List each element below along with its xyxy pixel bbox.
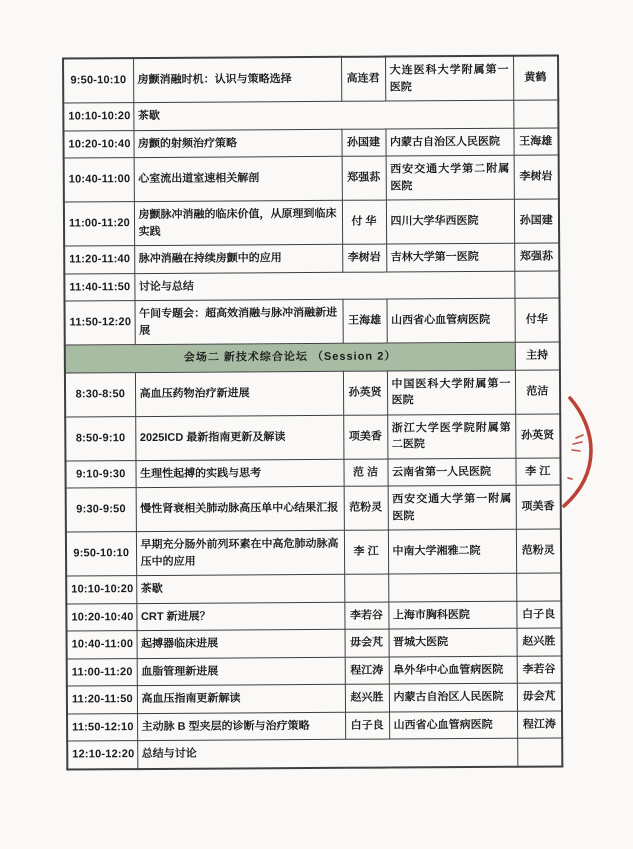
session-row — [67, 683, 562, 714]
title-cell: 早期充分肠外前列环素在中高危肺动脉高压中的应用 — [136, 530, 344, 575]
hospital-cell: 四川大学华西医院 — [386, 199, 514, 244]
chair-cell: 孙英贤 — [515, 413, 560, 457]
title-cell: 午间专题会：超高效消融与脉冲消融新进展 — [134, 299, 342, 344]
chair-cell: 范粉灵 — [516, 529, 561, 573]
session-row — [64, 199, 559, 246]
time-cell: 9:50-10:10 — [63, 58, 133, 103]
chair-cell: 白子良 — [516, 600, 561, 628]
time-cell: 10:20-10:40 — [66, 603, 136, 631]
hospital-cell: 内蒙古自治区人民医院 — [385, 128, 513, 156]
time-cell: 11:40-11:50 — [64, 273, 134, 301]
title-cell: 房颤的射频治疗策略 — [133, 129, 341, 158]
speaker-cell: 高连君 — [341, 57, 385, 102]
speaker-cell: 范 洁 — [343, 459, 387, 487]
time-cell: 11:00-11:20 — [64, 202, 134, 246]
hospital-cell: 晋城大医院 — [389, 628, 517, 656]
session-row — [64, 243, 559, 274]
title-cell: 2025ICD 最新指南更新及解读 — [135, 415, 343, 460]
session-row — [65, 457, 560, 488]
chair-cell: 王海雄 — [513, 127, 558, 155]
title-cell: 茶歇 — [133, 100, 513, 130]
session-row — [66, 529, 561, 576]
hospital-cell: 西安交通大学第一附属医院 — [388, 485, 516, 530]
chair-cell — [516, 573, 561, 601]
title-cell: CRT 新进展？ — [136, 602, 344, 631]
session-row — [64, 155, 559, 202]
time-cell: 11:00-11:20 — [67, 658, 137, 686]
hospital-cell: 上海市胸科医院 — [388, 601, 516, 629]
hospital-cell: 大连医科大学附属第一医院 — [385, 56, 513, 101]
session-row — [64, 298, 559, 345]
session-row — [67, 628, 562, 659]
time-cell: 10:40-11:00 — [67, 631, 137, 659]
chair-cell: 黄鹤 — [513, 55, 558, 100]
speaker-cell: 李若谷 — [344, 602, 388, 630]
title-cell: 高血压药物治疗新进展 — [135, 371, 343, 416]
speaker-cell: 郑强荪 — [342, 156, 386, 200]
hospital-cell: 吉林大学第一医院 — [386, 243, 514, 271]
hospital-cell — [388, 573, 516, 601]
title-cell: 生理性起搏的实践与思考 — [135, 459, 343, 488]
session-row — [65, 369, 560, 416]
title-cell: 房颤脉冲消融的临床价值，从原理到临床实践 — [134, 200, 342, 245]
break-row — [67, 738, 562, 769]
time-cell: 10:10-10:20 — [63, 103, 133, 131]
time-cell: 10:10-10:20 — [66, 576, 136, 604]
chair-cell: 李 江 — [515, 457, 560, 485]
title-cell: 讨论与总结 — [134, 271, 514, 301]
speaker-cell: 孙英贤 — [343, 371, 387, 415]
break-row — [63, 100, 558, 131]
title-cell: 主动脉 B 型夹层的诊断与治疗策略 — [137, 712, 345, 741]
time-cell: 10:20-10:40 — [63, 130, 133, 158]
hospital-cell: 阜外华中心血管病医院 — [389, 656, 517, 684]
red-seal-stamp — [556, 386, 633, 518]
time-cell: 12:10-12:20 — [67, 741, 137, 769]
speaker-cell: 李 江 — [344, 530, 388, 574]
title-cell: 心室流出道室速相关解剖 — [134, 156, 342, 201]
speaker-cell: 程江涛 — [345, 657, 389, 685]
schedule-table-body — [63, 55, 562, 769]
session-row — [63, 55, 558, 103]
session-row — [65, 413, 560, 460]
time-cell: 10:40-11:00 — [64, 158, 134, 202]
time-cell: 9:50-10:10 — [66, 532, 136, 576]
session-row — [63, 127, 558, 158]
chair-cell: 项美香 — [516, 485, 561, 529]
time-cell: 11:20-11:50 — [67, 686, 137, 714]
chair-cell: 孙国建 — [514, 199, 559, 243]
schedule-table — [62, 54, 563, 770]
section-header-title: 会场二 新技术综合论坛 （Session 2） — [65, 342, 515, 372]
time-cell: 8:30-8:50 — [65, 372, 135, 416]
time-cell: 8:50-9:10 — [65, 416, 135, 460]
hospital-cell: 西安交通大学第二附属医院 — [386, 155, 514, 200]
title-cell: 脉冲消融在持续房颤中的应用 — [134, 244, 342, 273]
chair-cell — [514, 270, 559, 298]
chair-cell: 李树岩 — [514, 155, 559, 199]
session-row — [66, 600, 561, 631]
hospital-cell: 中南大学湘雅二院 — [388, 529, 516, 574]
session-row — [66, 573, 561, 604]
speaker-cell: 项美香 — [343, 415, 387, 459]
title-cell: 高血压指南更新解读 — [137, 684, 345, 713]
speaker-cell: 李树岩 — [342, 244, 386, 272]
chair-cell: 郑强荪 — [514, 243, 559, 271]
chair-cell: 赵兴胜 — [516, 628, 561, 656]
hospital-cell: 云南省第一人民医院 — [387, 458, 515, 486]
speaker-cell: 毋会芃 — [345, 629, 389, 657]
title-cell: 茶歇 — [136, 574, 344, 603]
title-cell: 总结与讨论 — [137, 738, 517, 768]
time-cell: 11:50-12:10 — [67, 713, 137, 741]
speaker-cell: 付 华 — [342, 200, 386, 244]
hospital-cell: 中国医科大学附属第一医院 — [387, 370, 515, 415]
hospital-cell: 山西省心血管病医院 — [386, 298, 514, 343]
session-row — [66, 485, 561, 532]
chair-cell: 范洁 — [515, 369, 560, 413]
speaker-cell: 范粉灵 — [344, 486, 388, 530]
hospital-cell: 浙江大学医学院附属第二医院 — [387, 414, 515, 459]
speaker-cell — [344, 574, 388, 602]
speaker-cell: 赵兴胜 — [345, 684, 389, 712]
title-cell: 血脂管理新进展 — [137, 657, 345, 686]
time-cell: 11:50-12:20 — [64, 301, 134, 345]
hospital-cell: 山西省心血管病医院 — [389, 711, 517, 739]
title-cell: 起搏器临床进展 — [137, 629, 345, 658]
time-cell: 9:30-9:50 — [66, 488, 136, 532]
chair-column-header: 主持 — [515, 342, 560, 370]
chair-cell: 毋会芃 — [517, 683, 562, 711]
chair-cell: 付华 — [514, 298, 559, 342]
speaker-cell: 孙国建 — [341, 129, 385, 157]
title-cell: 房颤消融时机：认识与策略选择 — [133, 57, 341, 103]
chair-cell — [513, 100, 558, 128]
session-row — [67, 710, 562, 741]
hospital-cell: 内蒙古自治区人民医院 — [389, 683, 517, 711]
chair-cell: 李若谷 — [517, 655, 562, 683]
speaker-cell: 白子良 — [345, 712, 389, 740]
speaker-cell: 王海雄 — [342, 299, 386, 343]
chair-cell — [517, 738, 562, 766]
break-row — [64, 270, 559, 301]
session-row — [67, 655, 562, 686]
time-cell: 11:20-11:40 — [64, 246, 134, 274]
title-cell: 慢性肾衰相关肺动脉高压单中心结果汇报 — [136, 486, 344, 531]
chair-cell: 程江涛 — [517, 710, 562, 738]
time-cell: 9:10-9:30 — [65, 460, 135, 488]
section-header-row — [65, 342, 560, 373]
